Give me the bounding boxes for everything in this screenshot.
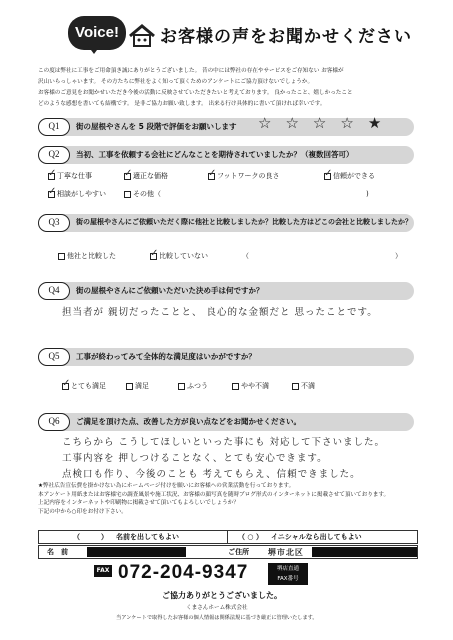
q3-bar (38, 214, 414, 232)
q6-number: Q6 (38, 413, 70, 431)
checkbox (178, 383, 185, 390)
consent-notes: ★弊社広告宣伝費を掛かけない為にホームページ付けを願いにお客様への営業活動を行っております。 本アンケート用紙またはお客様宅の調査風景や施工状況、お客様の顔写真を随時ブログ形式のインターネットに掲載させて頂いております。 上記内容をインターネットや印刷物に掲載させて頂いてもよろしいでしょうか？ 下記の中から○印をお付け下さい。 (38, 483, 390, 515)
q2-option: ✓ フットワークの良さ (208, 171, 312, 181)
consent-option-initial: （ ○ ） イニシャルなら出してもよい (238, 533, 362, 541)
name-address-row (38, 545, 418, 559)
close-paren: ) (366, 190, 369, 198)
checkbox (48, 191, 55, 198)
consent-option-name: （ ） 名前を出してもよい (39, 531, 228, 543)
checkbox (324, 173, 331, 180)
q2-bar (38, 146, 414, 164)
fax-label: FAX (94, 565, 112, 577)
name-redacted (87, 547, 186, 557)
q5-option: やや不満 (232, 381, 278, 391)
consent-row (38, 530, 418, 544)
q4-answer: 担当者が 親切だったことと、 良心的な金額だと 思ったことです。 (62, 307, 378, 318)
q5-options (62, 381, 315, 391)
checkbox (48, 173, 55, 180)
q4-question: 街の屋根やさんにご依頼いただいた決め手は何ですか？ (76, 286, 264, 295)
privacy-note: 当アンケートで取得したお客様の個人情報は関係法規に基づき厳正に管理いたします。 (116, 615, 318, 621)
q3-question: 街の屋根やさんにご依頼いただく際に他社と比較しましたか？比較した方はどこの会社と比較しましたか？ (76, 218, 412, 226)
q5-option: 満足 (126, 381, 164, 391)
address-value: 堺市北区 (267, 547, 304, 557)
checkbox (150, 253, 157, 260)
q5-bar (38, 348, 414, 366)
q3-option: ✓ 比較していない (150, 251, 230, 261)
q6-question: ご満足を頂けた点、改善した方が良い点などをお聞かせください。 (76, 417, 301, 426)
checkbox (292, 383, 299, 390)
checkbox (124, 191, 131, 198)
star-1-icon: ☆ (258, 114, 272, 132)
checkbox (62, 383, 69, 390)
badge-tail (88, 46, 100, 54)
q3-company-field: （ ） (242, 252, 402, 260)
house-icon (128, 24, 156, 48)
q3-number: Q3 (38, 214, 70, 232)
q4-bar (38, 282, 414, 300)
q5-option: 不満 (292, 381, 315, 391)
address-redacted (312, 547, 417, 557)
star-4-icon: ☆ (340, 114, 354, 132)
q3-options (58, 251, 418, 261)
thanks-text: ご協力ありがとうございました。 (162, 591, 282, 600)
address-label: ご住所 (228, 548, 250, 556)
q2-option: ✓ 相談がしやすい (48, 189, 112, 199)
q2-options (48, 171, 418, 199)
intro-text: この度は弊社に工事をご用命頂き誠にありがとうございました。 昔の中には弊社の存在やサービスをご存知ない お客様が 沢山いらっしゃいます。 その方たちに弊社をよく知って頂くためのアンケートにご協力頂けないでしょうか。 お客様のご意見をお聞かせいただき今後の活動に反映させていただきたいと考えております。 良かったこと、嬉しかったこと どのような感想を書いても結構です。 是非ご協力お願い致します。 出来る行け具体的に書いて頂ければ幸いです。 (38, 68, 353, 107)
q4-number: Q4 (38, 282, 70, 300)
page-title: お客様の声をお聞かせください (160, 27, 412, 47)
voice-badge: Voice! (68, 16, 126, 50)
q2-number: Q2 (38, 146, 70, 164)
checkbox (58, 253, 65, 260)
q2-option: ✓ 丁寧な仕事 (48, 171, 112, 181)
fax-note: 堺店直通 FAX番号 (268, 563, 308, 585)
q1-question: 街の屋根やさんを 5 段階で評価をお願いします (76, 122, 237, 131)
q5-option: ふつう (178, 381, 218, 391)
star-5-icon: ★ (367, 114, 382, 132)
q5-option: ✓ とても満足 (62, 381, 112, 391)
q2-option: その他（ (124, 189, 354, 199)
q1-number: Q1 (38, 118, 70, 136)
checkbox (232, 383, 239, 390)
q6-bar (38, 413, 414, 431)
q5-number: Q5 (38, 348, 70, 366)
star-2-icon: ☆ (285, 114, 299, 132)
q6-answer: こちらから こうしてほしいといった事にも 対応して下さいました。 工事内容を 押しつけることなく、とても安心できます。 点検口も作り、今後のことも 考えてもらえ、信頼できました。 (62, 437, 386, 480)
q5-question: 工事が終わってみて全体的な満足度はいかがですか？ (76, 352, 256, 361)
q2-option: ✓ 信頼ができる (324, 171, 375, 181)
checkbox (208, 173, 215, 180)
star-3-icon: ☆ (312, 114, 327, 132)
fax-number: 072-204-9347 (118, 562, 249, 583)
rating-stars (258, 114, 381, 132)
name-label: 名 前 (47, 548, 68, 556)
q3-option: 他社と比較した (58, 251, 138, 261)
checkbox (126, 383, 133, 390)
checkbox (124, 173, 131, 180)
q2-option: ✓ 適正な価格 (124, 171, 196, 181)
q2-question: 当初、工事を依頼する会社にどんなことを期待されていましたか？（複数回答可） (76, 150, 354, 159)
company-name: くまさんホーム株式会社 (186, 605, 248, 611)
